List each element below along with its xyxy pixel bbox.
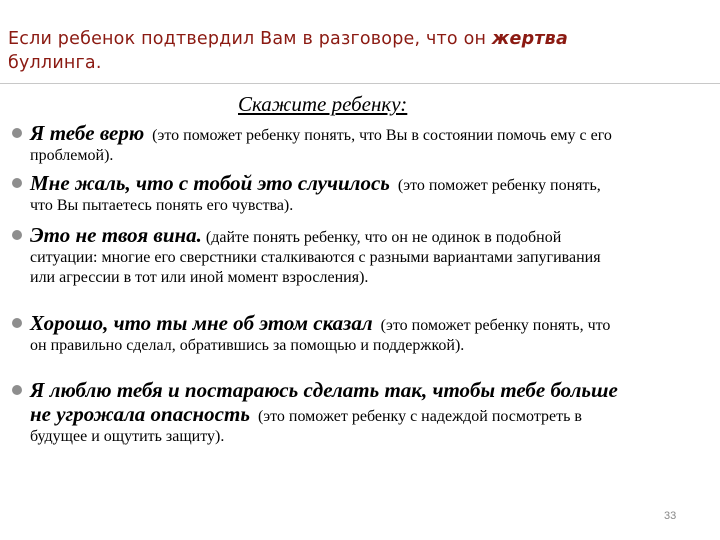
title-text-start: Если ребенок подтвердил Вам в разговоре, что он <box>8 29 492 49</box>
bullet-icon <box>12 230 22 240</box>
page-number: 33 <box>664 510 677 522</box>
subtitle: Скажите ребенку: <box>238 92 408 116</box>
item-phrase: Я люблю тебя и постараюсь сделать так, чтобы тебе больше не угрожала опасность <box>30 378 618 426</box>
bullet-icon <box>12 178 22 188</box>
list-item <box>12 311 627 356</box>
list-item <box>12 171 627 216</box>
bullet-icon <box>12 318 22 328</box>
item-phrase: Я тебе верю <box>30 121 145 145</box>
bullet-icon <box>12 385 22 395</box>
title-emphasis: жертва <box>491 29 568 49</box>
item-note: (это поможет ребенку понять, что Вы в состоянии помочь ему с его проблемой). <box>30 127 612 164</box>
list-item <box>12 223 627 288</box>
item-note: (это поможет ребенку понять, что Вы пытаетесь понять его чувства). <box>30 177 601 214</box>
item-phrase: Мне жаль, что с тобой это случилось <box>30 171 390 195</box>
bullet-icon <box>12 128 22 138</box>
title-divider <box>0 83 720 84</box>
item-phrase: Хорошо, что ты мне об этом сказал <box>30 311 373 335</box>
title-text-end: буллинга. <box>8 53 102 73</box>
item-note: (это поможет ребенку понять, что он правильно сделал, обратившись за помощью и поддержкой). <box>30 317 611 354</box>
list-item <box>12 121 627 166</box>
item-note: (дайте понять ребенку, что он не одинок в подобной ситуации: многие его сверстники сталкиваются с разными вариантами запугивания или агрессии в тот или иной момент взросления). <box>30 229 601 286</box>
list-item <box>12 378 627 447</box>
slide-title <box>8 27 648 75</box>
item-phrase: Это не твоя вина. <box>30 223 202 247</box>
item-note: (это поможет ребенку с надеждой посмотреть в будущее и ощутить защиту). <box>30 408 582 445</box>
